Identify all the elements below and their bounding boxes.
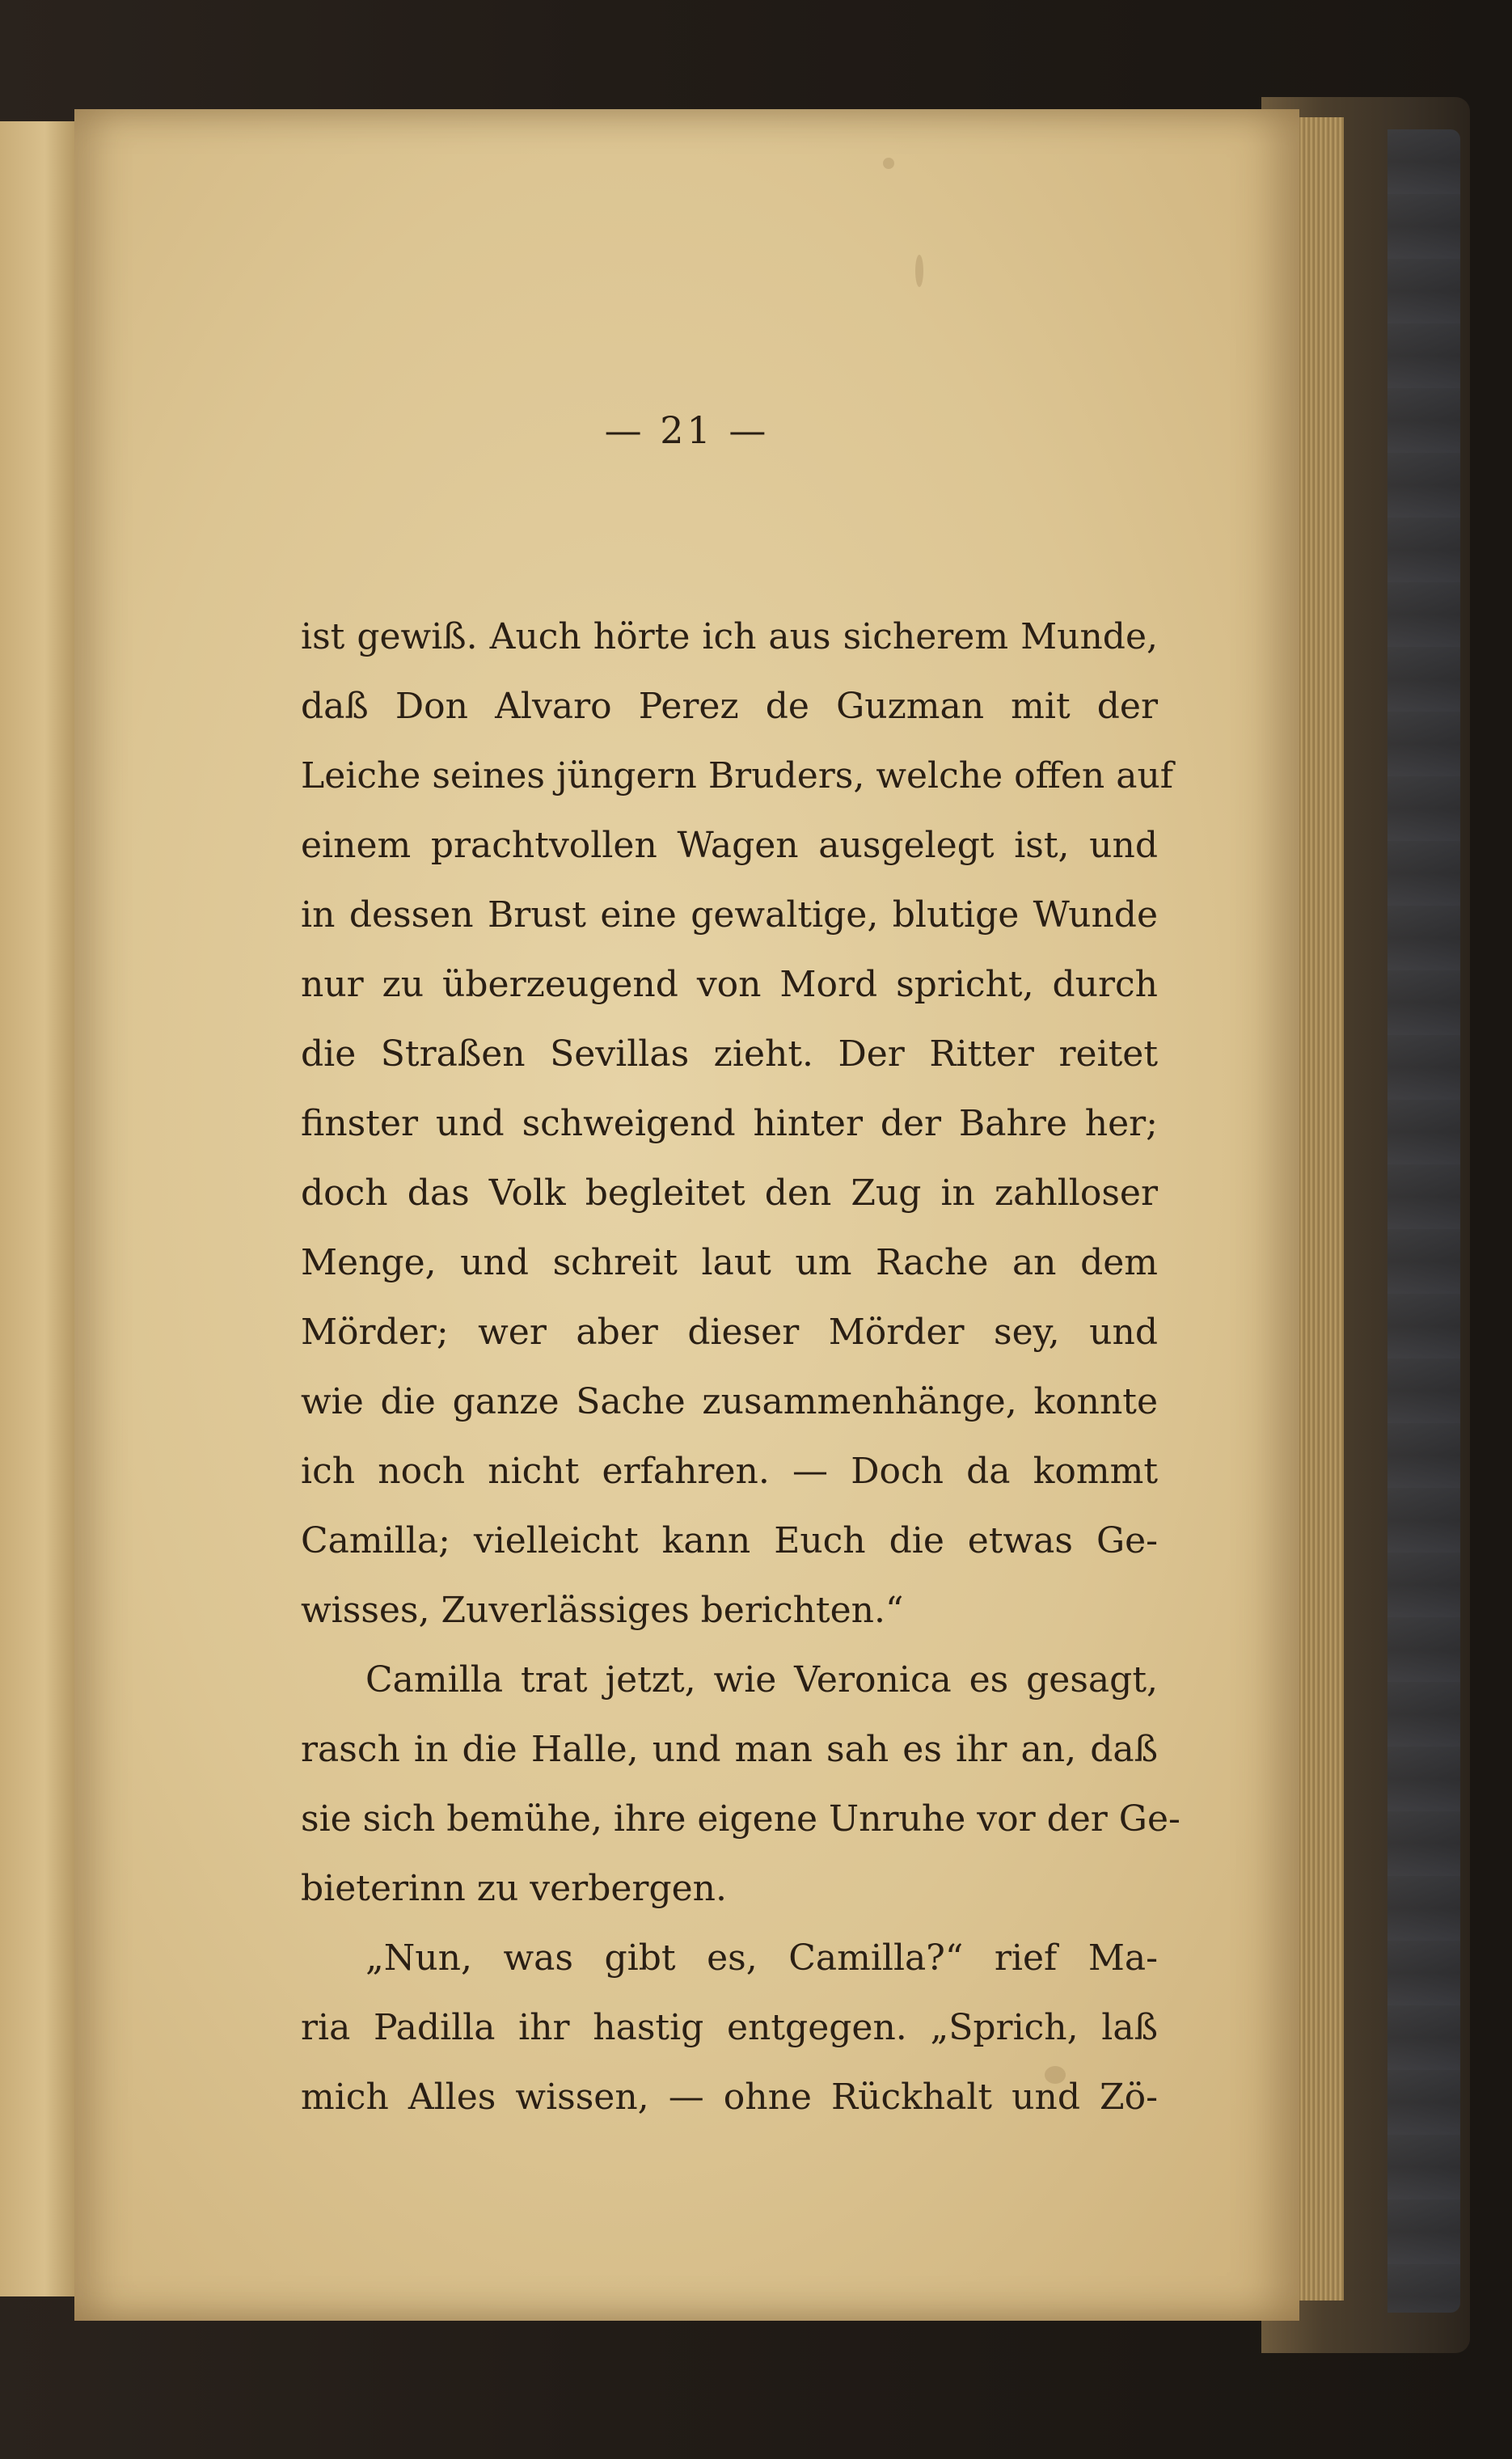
text-line: „Nun, was gibt es, Camilla?“ rief Ma- <box>365 1937 1158 1979</box>
text-line: die Straßen Sevillas zieht. Der Ritter reitet <box>301 1033 1158 1075</box>
text-line: ich noch nicht erfahren. — Doch da kommt <box>301 1451 1158 1492</box>
text-line: Menge, und schreit laut um Rache an dem <box>301 1242 1158 1283</box>
text-line: sie sich bemühe, ihre eigene Unruhe vor der Ge- <box>301 1798 1180 1840</box>
text-line: finster und schweigend hinter der Bahre her; <box>301 1103 1158 1144</box>
text-line: wisses, Zuverlässiges berichten.“ <box>301 1590 904 1631</box>
text-line: doch das Volk begleitet den Zug in zahlloser <box>301 1172 1158 1214</box>
text-line: einem prachtvollen Wagen ausgelegt ist, und <box>301 825 1158 866</box>
text-line: wie die ganze Sache zusammenhänge, konnte <box>301 1381 1158 1422</box>
text-line: daß Don Alvaro Perez de Guzman mit der <box>301 686 1158 727</box>
text-line: ist gewiß. Auch hörte ich aus sicherem Munde, <box>301 616 1158 657</box>
text-line: in dessen Brust eine gewaltige, blutige Wunde <box>301 894 1158 936</box>
text-line: rasch in die Halle, und man sah es ihr an, daß <box>301 1729 1158 1770</box>
text-line: Mörder; wer aber dieser Mörder sey, und <box>301 1312 1158 1353</box>
text-line: Camilla trat jetzt, wie Veronica es gesagt, <box>365 1659 1158 1701</box>
text-line: ria Padilla ihr hastig entgegen. „Sprich, laß <box>301 2007 1158 2048</box>
page-stain <box>883 158 894 169</box>
body-text <box>301 602 1180 2132</box>
text-line: Leiche seines jüngern Bruders, welche offen auf <box>301 755 1174 796</box>
page-number: — 21 — <box>604 408 770 452</box>
text-line: bieterinn zu verbergen. <box>301 1868 727 1909</box>
text-line: Camilla; vielleicht kann Euch die etwas Ge- <box>301 1520 1158 1561</box>
page-stain <box>915 255 923 287</box>
book-page <box>74 109 1299 2321</box>
text-line: mich Alles wissen, — ohne Rückhalt und Zö- <box>301 2077 1158 2118</box>
text-line: nur zu überzeugend von Mord spricht, durch <box>301 964 1158 1005</box>
left-page-edge <box>0 121 77 2296</box>
